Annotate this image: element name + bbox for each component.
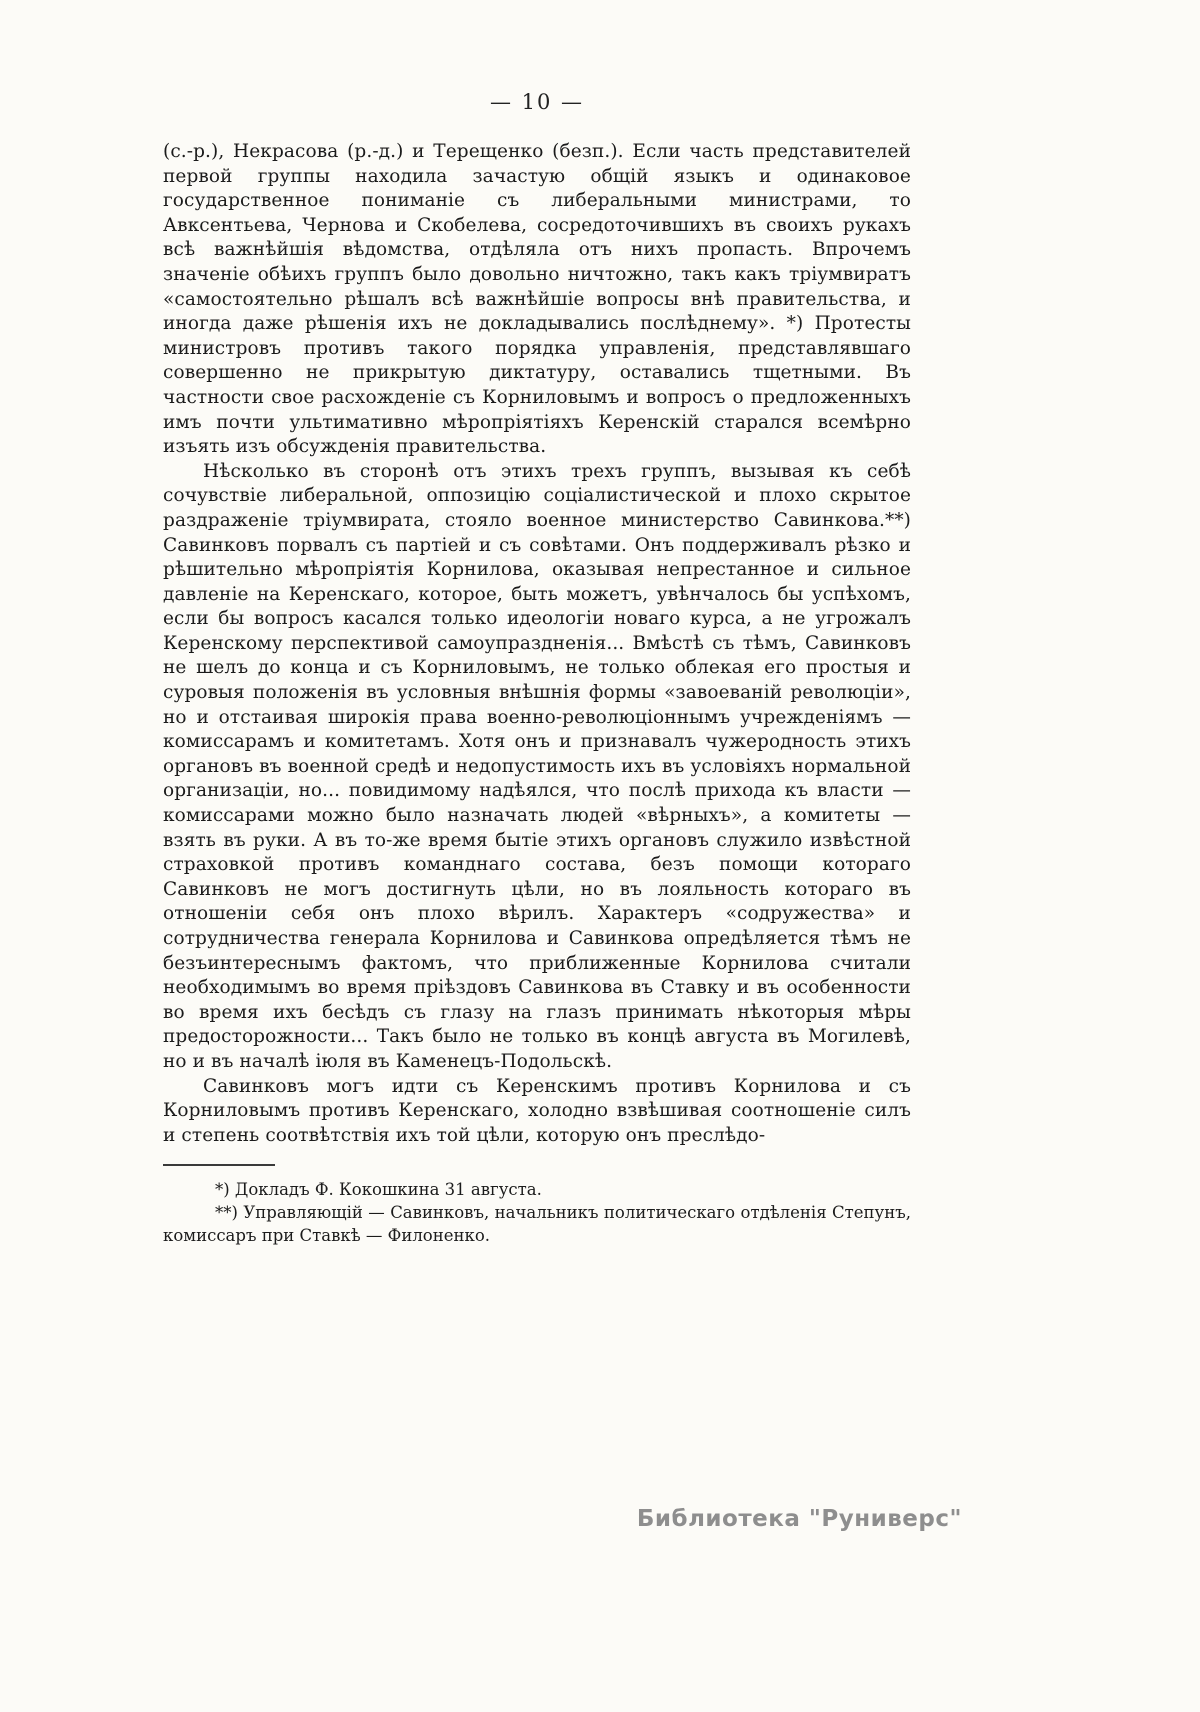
paragraph: Савинковъ могъ идти съ Керенскимъ противъ Корнилова и съ Корниловымъ противъ Керенскаго, холодно взвѣшивая соотношеніе силъ и степень соотвѣтствія ихъ той цѣли, которую онъ преслѣдо- [163, 1075, 911, 1146]
library-watermark: Библиотека "Руниверс" [636, 1506, 962, 1532]
footnote-separator [163, 1164, 275, 1166]
paragraph-continuation: (с.-р.), Некрасова (р.-д.) и Терещенко (безп.). Если часть представителей первой группы находила зачастую общій языкъ и одинаковое государственное пониманіе съ либеральными министрами, то Авксентьева, Чернова и Скобелева, сосредоточившихъ въ своихъ рукахъ всѣ важнѣйшія вѣдомства, отдѣляла отъ нихъ пропасть. Впрочемъ значеніе обѣихъ группъ было довольно ничтожно, такъ какъ тріумвиратъ «самостоятельно рѣшалъ всѣ важнѣйшіе вопросы внѣ правительства, и иногда даже рѣшенія ихъ не докладывались послѣднему». *) Протесты министровъ противъ такого порядка управленія, представлявшаго совершенно не прикрытую диктатуру, оставались тщетными. Въ частности свое расхожденіе съ Корниловымъ и вопросъ о предложенныхъ имъ почти ультимативно мѣропріятіяхъ Керенскій старался всемѣрно изъять изъ обсужденія правительства. [163, 141, 911, 458]
text-block [163, 90, 911, 1247]
footnote: *) Докладъ Ф. Кокошкина 31 августа. [215, 1180, 542, 1200]
paragraph: Нѣсколько въ сторонѣ отъ этихъ трехъ группъ, вызывая къ себѣ сочувствіе либеральной, оппозицію соціалистической и плохо скрытое раздраженіе тріумвирата, стояло военное министерство Савинкова.**) Савинковъ порвалъ съ партіей и съ совѣтами. Онъ поддерживалъ рѣзко и рѣшительно мѣропріятія Корнилова, оказывая непрестанное и сильное давленіе на Керенскаго, которое, быть можетъ, увѣнчалось бы успѣхомъ, если бы вопросъ касался только идеологіи новаго курса, а не угрожалъ Керенскому перспективой самоупраздненія... Вмѣстѣ съ тѣмъ, Савинковъ не шелъ до конца и съ Корниловымъ, не только облекая его простыя и суровыя положенія въ условныя внѣшнія формы «завоеваній революціи», но и отстаивая широкія права военно-революціоннымъ учрежденіямъ — комиссарамъ и комитетамъ. Хотя онъ и признавалъ чужеродность этихъ органовъ въ военной средѣ и недопустимость ихъ въ условіяхъ нормальной организаціи, но... повидимому надѣялся, что послѣ прихода къ власти — комиссарами можно было назначать людей «вѣрныхъ», а комитеты — взять въ руки. А въ то-же время бытіе этихъ органовъ служило извѣстной страховкой противъ команднаго состава, безъ помощи котораго Савинковъ не могъ достигнуть цѣли, но въ лояльность котораго въ отношеніи себя онъ плохо вѣрилъ. Характеръ «содружества» и сотрудничества генерала Корнилова и Савинкова опредѣляется тѣмъ не безъинтереснымъ фактомъ, что приближенные Корнилова считали необходимымъ во время пріѣздовъ Савинкова въ Ставку и въ особенности во время ихъ бесѣдъ съ глазу на глазъ принимать нѣкоторыя мѣры предосторожности... Такъ было не только въ концѣ августа въ Могилевѣ, но и въ началѣ іюля въ Каменецъ-Подольскѣ. [163, 460, 911, 1072]
footnote: **) Управляющій — Савинковъ, начальникъ политическаго отдѣленія Степунъ, комиссаръ при Ставкѣ — Филоненко. [163, 1203, 911, 1246]
page-number: — 10 — [489, 90, 585, 114]
